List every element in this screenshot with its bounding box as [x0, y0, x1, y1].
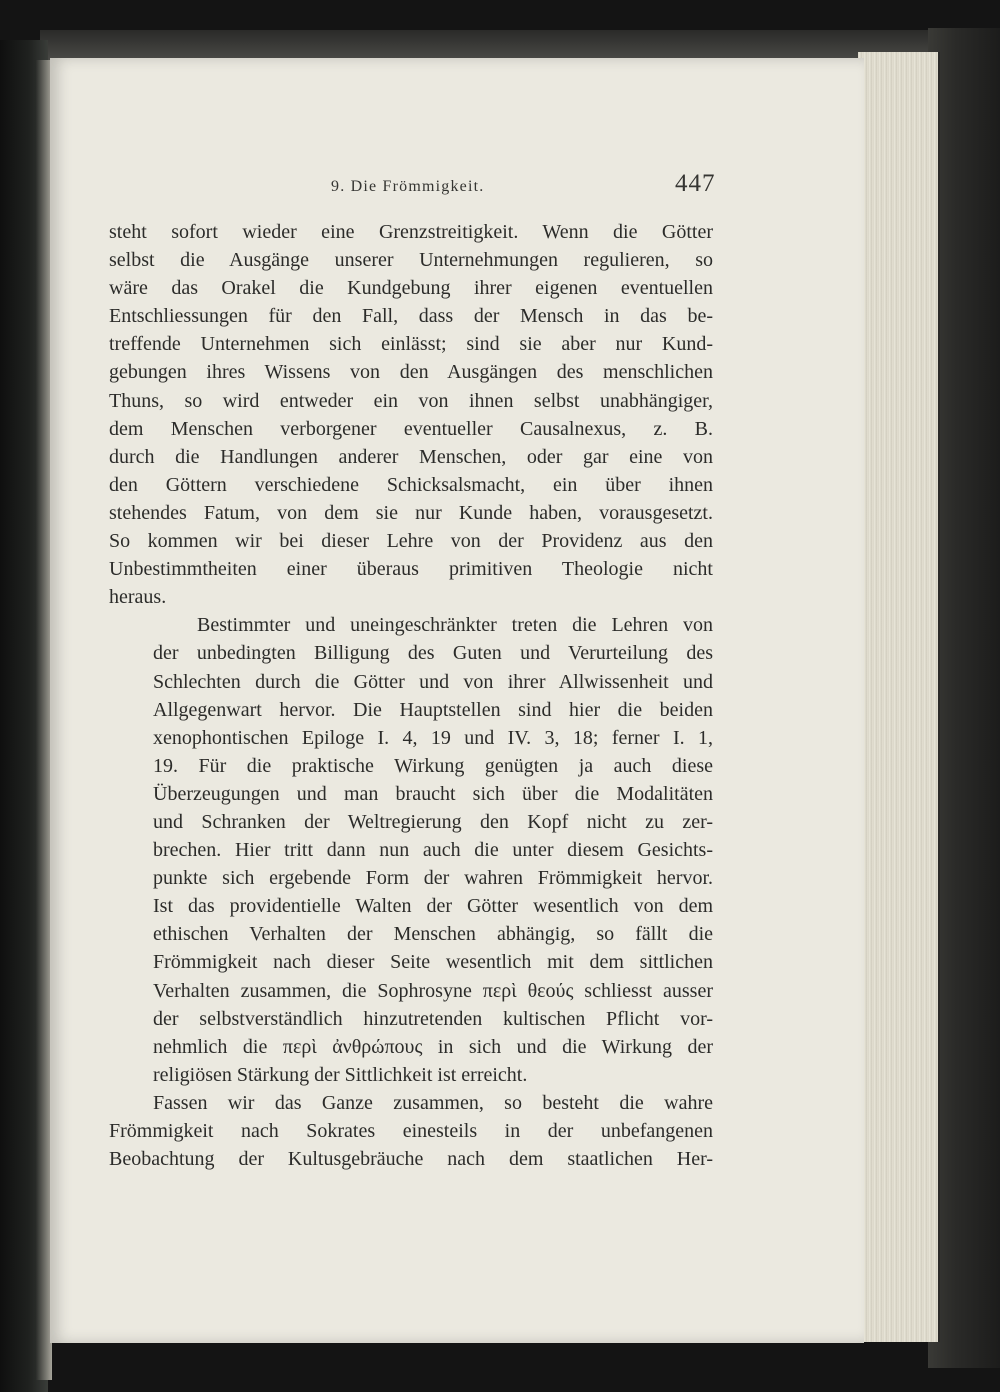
text-line: Ist das providentielle Walten der Götter wesentlich von dem	[153, 895, 713, 918]
text-line: 19. Für die praktische Wirkung genügten ja auch diese	[153, 754, 713, 777]
text-line: Verhalten zusammen, die Sophrosyne περὶ θεούς schliesst ausser	[153, 979, 713, 1002]
text-line: stehendes Fatum, von dem sie nur Kunde haben, vorausgesetzt.	[109, 501, 713, 524]
text-line: Fassen wir das Ganze zusammen, so besteht die wahre	[153, 1091, 713, 1114]
text-line: selbst die Ausgänge unserer Unternehmungen regulieren, so	[109, 249, 713, 272]
text-line: Frömmigkeit nach Sokrates einesteils in der unbefangenen	[109, 1120, 713, 1142]
text-line: brechen. Hier tritt dann nun auch die unter diesem Gesichts-	[153, 839, 713, 862]
text-line: Beobachtung der Kultusgebräuche nach dem staatlichen Her-	[109, 1148, 713, 1171]
text-line: dem Menschen verborgener eventueller Causalnexus, z. B.	[109, 417, 713, 440]
text-line: steht sofort wieder eine Grenzstreitigkeit. Wenn die Götter	[109, 221, 713, 243]
text-line: Unbestimmtheiten einer überaus primitiven Theologie nicht	[109, 558, 713, 581]
text-line: Bestimmter und uneingeschränkter treten die Lehren von	[197, 614, 713, 637]
text-line: gebungen ihres Wissens von den Ausgängen des menschlichen	[109, 361, 713, 384]
text-line: der selbstverständlich hinzutretenden kultischen Pflicht vor-	[153, 1007, 713, 1030]
paragraph	[109, 1089, 713, 1173]
page-number: 447	[675, 170, 716, 197]
text-line: der unbedingten Billigung des Guten und Verurteilung des	[153, 642, 713, 665]
text-line: religiösen Stärkung der Sittlichkeit ist erreicht.	[153, 1063, 528, 1086]
book-cover-top	[40, 30, 940, 60]
text-line: xenophontischen Epiloge I. 4, 19 und IV. 3, 18; ferner I. 1,	[153, 726, 713, 749]
text-line: und Schranken der Weltregierung den Kopf nicht zu zer-	[153, 810, 713, 833]
text-line: Thuns, so wird entweder ein von ihnen selbst unabhängiger,	[109, 389, 713, 412]
text-line: Frömmigkeit nach dieser Seite wesentlich mit dem sittlichen	[153, 951, 713, 974]
page-edges	[858, 52, 940, 1342]
text-line: ethischen Verhalten der Menschen abhängig, so fällt die	[153, 923, 713, 946]
text-line: treffende Unternehmen sich einlässt; sind sie aber nur Kund-	[109, 333, 713, 356]
paragraph	[109, 218, 713, 611]
text-line: den Göttern verschiedene Schicksalsmacht, ein über ihnen	[109, 473, 713, 496]
text-line: Entschliessungen für den Fall, dass der Mensch in das be-	[109, 305, 713, 328]
text-line: Schlechten durch die Götter und von ihrer Allwissenheit und	[153, 670, 713, 693]
text-line: Allgegenwart hervor. Die Hauptstellen sind hier die beiden	[153, 698, 713, 721]
text-line: punkte sich ergebende Form der wahren Frömmigkeit hervor.	[153, 867, 713, 890]
body-text	[109, 218, 713, 1173]
page-header	[50, 170, 864, 204]
text-line: Überzeugungen und man braucht sich über die Modalitäten	[153, 782, 713, 805]
text-line: wäre das Orakel die Kundgebung ihrer eigenen eventuellen	[109, 277, 713, 300]
text-line: heraus.	[109, 586, 167, 609]
running-title: 9. Die Frömmigkeit.	[331, 178, 485, 195]
text-line: nehmlich die περὶ ἀνθρώπους in sich und die Wirkung der	[153, 1035, 713, 1058]
text-line: durch die Handlungen anderer Menschen, oder gar eine von	[109, 445, 713, 468]
book-page	[50, 58, 864, 1343]
paragraph	[109, 611, 713, 1089]
text-line: So kommen wir bei dieser Lehre von der Providenz aus den	[109, 530, 713, 553]
